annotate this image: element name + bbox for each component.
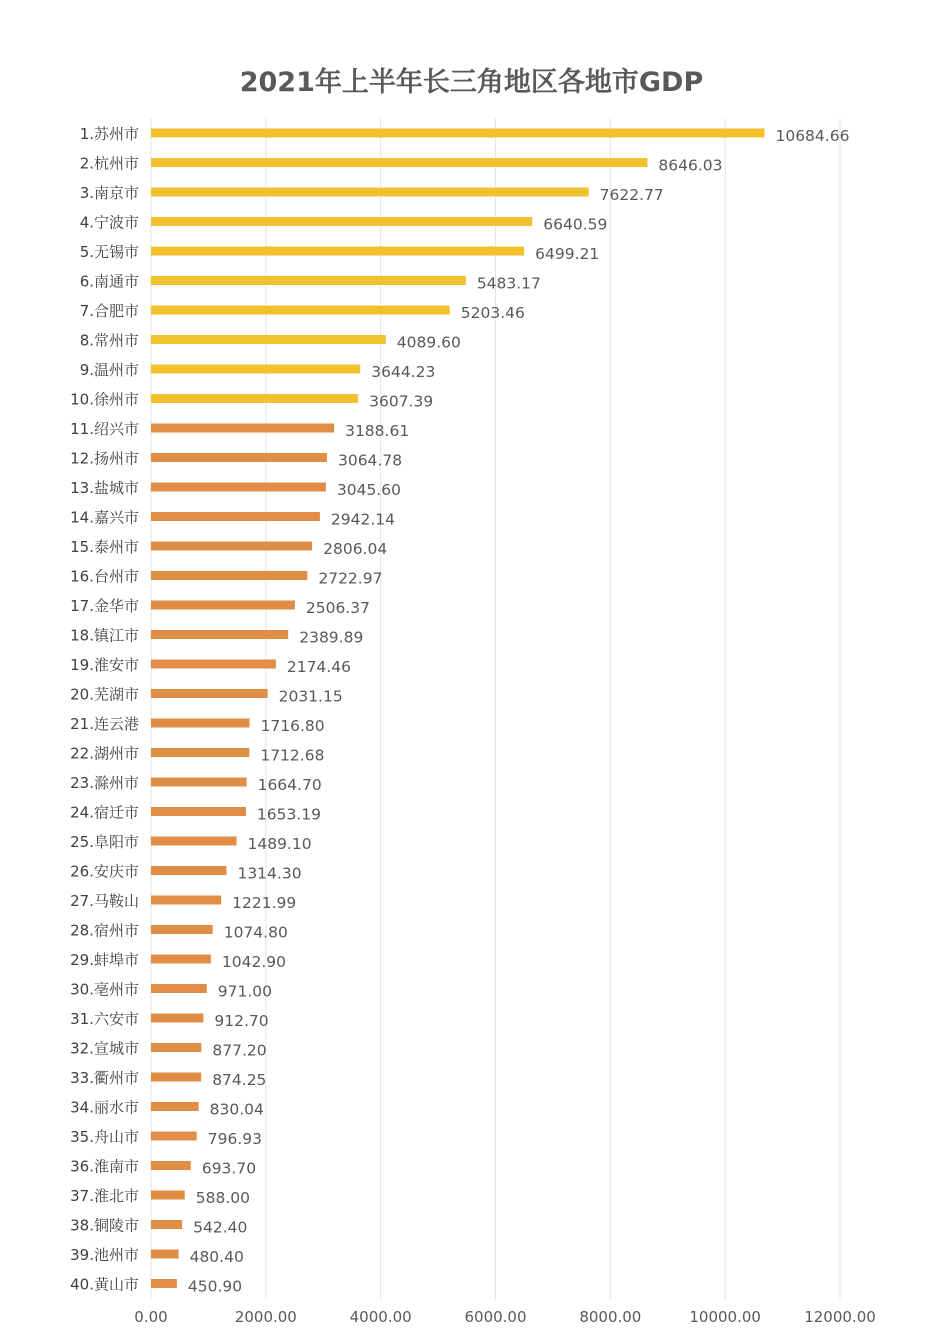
value-label: 1664.70 (257, 776, 322, 794)
bar (151, 453, 327, 462)
category-label: 19.淮安市 (70, 656, 139, 674)
value-label: 2506.37 (305, 599, 371, 617)
category-label: 16.台州市 (70, 567, 139, 586)
bar (151, 807, 246, 816)
bar (151, 158, 647, 167)
category-label: 23.滁州市 (70, 774, 139, 792)
category-label: 26.安庆市 (70, 862, 139, 881)
value-label: 912.70 (214, 1012, 269, 1030)
category-label: 13.盐城市 (70, 479, 139, 497)
bar (151, 1161, 191, 1170)
chart-title: 2021年上半年长三角地区各地市GDP (239, 67, 704, 98)
category-label: 17.金华市 (70, 597, 139, 615)
value-label: 3045.60 (336, 481, 401, 499)
category-label: 5.无锡市 (79, 243, 139, 261)
bar (151, 1250, 179, 1259)
bar (151, 719, 250, 728)
category-label: 20.芜湖市 (70, 685, 139, 704)
category-label: 31.六安市 (70, 1010, 139, 1028)
category-label: 14.嘉兴市 (70, 508, 139, 527)
bar (151, 247, 524, 256)
category-label: 39.池州市 (70, 1246, 139, 1264)
value-label: 1489.10 (247, 835, 312, 853)
category-label: 25.阜阳市 (70, 833, 139, 851)
bar (151, 1132, 197, 1141)
bar (151, 955, 211, 964)
category-label: 34.丽水市 (70, 1098, 139, 1117)
category-label: 37.淮北市 (70, 1187, 139, 1205)
value-label: 2722.97 (318, 569, 383, 588)
value-label: 1653.19 (256, 805, 322, 824)
bar (151, 689, 268, 698)
value-label: 3064.78 (337, 451, 403, 470)
category-label: 35.舟山市 (70, 1128, 139, 1146)
category-label: 32.宣城市 (70, 1039, 139, 1058)
bar (151, 512, 320, 521)
bar (151, 483, 326, 492)
category-label: 33.衢州市 (70, 1069, 139, 1087)
x-tick-label: 4000.00 (349, 1308, 412, 1326)
bar (151, 896, 221, 905)
value-label: 5203.46 (460, 304, 525, 322)
bar (151, 778, 247, 787)
value-label: 877.20 (212, 1041, 267, 1060)
category-label: 24.宿迁市 (70, 803, 139, 822)
bar (151, 984, 207, 993)
value-label: 6499.21 (535, 245, 600, 263)
category-label: 40.黄山市 (70, 1275, 139, 1294)
x-tick-label: 2000.00 (234, 1308, 297, 1326)
bar (151, 630, 288, 639)
value-label: 3188.61 (345, 422, 410, 440)
value-label: 3607.39 (369, 392, 434, 411)
category-label: 1.苏州市 (79, 125, 139, 143)
value-label: 1712.68 (260, 746, 325, 765)
bar (151, 188, 589, 197)
category-label: 38.铜陵市 (70, 1216, 139, 1235)
bar (151, 1279, 177, 1288)
x-tick-label: 6000.00 (464, 1308, 527, 1326)
value-label: 830.04 (209, 1100, 264, 1119)
category-label: 7.合肥市 (79, 302, 139, 320)
category-label: 29.蚌埠市 (70, 951, 139, 969)
bar (151, 925, 213, 934)
category-label: 8.常州市 (79, 331, 139, 350)
bar (151, 1102, 199, 1111)
value-label: 542.40 (193, 1218, 248, 1237)
value-label: 1074.80 (223, 923, 288, 942)
value-label: 6640.59 (543, 215, 608, 234)
bar (151, 542, 312, 551)
category-label: 22.湖州市 (70, 744, 139, 763)
category-label: 3.南京市 (79, 184, 139, 202)
category-label: 18.镇江市 (70, 626, 139, 645)
value-label: 2031.15 (278, 687, 343, 706)
category-label: 4.宁波市 (79, 213, 139, 232)
x-tick-label: 0.00 (134, 1308, 168, 1326)
value-label: 480.40 (189, 1248, 244, 1266)
value-label: 2942.14 (330, 510, 396, 529)
bar (151, 129, 764, 138)
category-label: 11.绍兴市 (70, 420, 139, 438)
value-label: 4089.60 (396, 333, 461, 352)
category-label: 6.南通市 (79, 272, 139, 291)
value-label: 450.90 (187, 1277, 243, 1296)
value-label: 3644.23 (371, 363, 436, 381)
bar (151, 335, 386, 344)
value-label: 7622.77 (599, 186, 664, 204)
x-tick-label: 10000.00 (689, 1308, 761, 1326)
bar (151, 1073, 201, 1082)
value-label: 971.00 (217, 982, 273, 1001)
category-label: 9.温州市 (79, 361, 139, 379)
value-label: 2389.89 (299, 628, 364, 647)
bar (151, 394, 358, 403)
category-label: 15.泰州市 (70, 538, 139, 556)
category-label: 21.连云港 (70, 715, 139, 733)
bar (151, 276, 466, 285)
value-label: 8646.03 (658, 156, 723, 175)
category-label: 30.亳州市 (70, 980, 139, 999)
bar (151, 1220, 182, 1229)
bar (151, 306, 450, 315)
x-tick-label: 8000.00 (579, 1308, 642, 1326)
value-label: 796.93 (207, 1130, 263, 1148)
bar (151, 660, 276, 669)
category-label: 10.徐州市 (70, 390, 139, 409)
category-label: 36.淮南市 (70, 1157, 139, 1176)
value-label: 1042.90 (221, 953, 286, 971)
value-label: 1716.80 (260, 717, 325, 735)
category-label: 12.扬州市 (70, 449, 139, 468)
value-label: 2174.46 (286, 658, 351, 676)
bar (151, 217, 532, 226)
bar (151, 365, 360, 374)
bar (151, 1043, 201, 1052)
category-label: 2.杭州市 (79, 154, 139, 173)
bar (151, 424, 334, 433)
bar (151, 571, 307, 580)
bar (151, 1191, 185, 1200)
value-label: 1221.99 (232, 894, 297, 912)
value-label: 10684.66 (775, 127, 850, 145)
value-label: 5483.17 (476, 274, 541, 293)
x-tick-label: 12000.00 (804, 1308, 876, 1326)
category-label: 27.马鞍山 (70, 892, 139, 910)
value-label: 2806.04 (323, 540, 388, 558)
value-label: 1314.30 (237, 864, 302, 883)
bar (151, 601, 295, 610)
bar (151, 748, 249, 757)
category-label: 28.宿州市 (70, 921, 139, 940)
bar (151, 866, 226, 875)
bar (151, 837, 236, 846)
value-label: 693.70 (201, 1159, 257, 1178)
value-label: 588.00 (195, 1189, 251, 1207)
bar (151, 1014, 203, 1023)
value-label: 874.25 (212, 1071, 267, 1089)
